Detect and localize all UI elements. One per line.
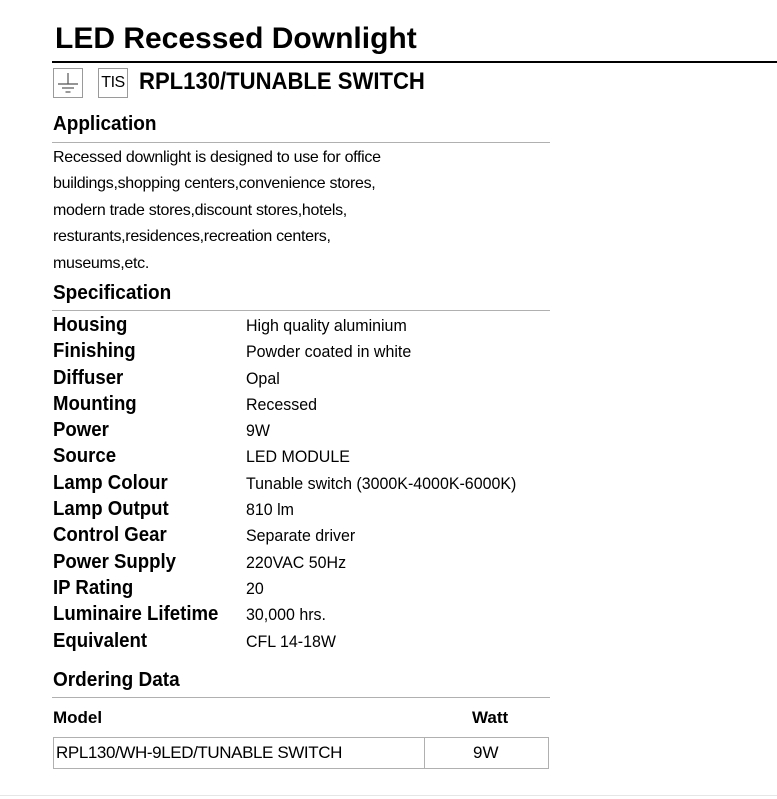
application-line: Recessed downlight is designed to use for office: [53, 149, 381, 166]
spec-row-mounting: [53, 392, 573, 418]
spec-row-control-gear: [53, 523, 573, 549]
spec-row-diffuser: [53, 366, 573, 392]
spec-value: 810 lm: [246, 500, 294, 520]
ground-symbol-icon: [56, 71, 80, 95]
spec-row-power: [53, 418, 573, 444]
spec-label: Source: [53, 445, 117, 468]
specification-heading: Specification: [53, 282, 172, 304]
application-divider: [52, 142, 550, 143]
model-title: RPL130/TUNABLE SWITCH: [139, 68, 425, 95]
spec-label: Power Supply: [53, 550, 176, 573]
spec-value: 220VAC 50Hz: [246, 552, 347, 572]
title-divider: [52, 61, 777, 63]
spec-value: LED MODULE: [246, 447, 350, 467]
application-heading: Application: [53, 113, 157, 135]
specification-divider: [52, 310, 550, 311]
spec-value: Tunable switch (3000K-4000K-6000K): [246, 473, 517, 493]
spec-value: Opal: [246, 368, 280, 388]
spec-label: IP Rating: [53, 576, 134, 599]
ordering-table-header: [53, 707, 550, 729]
spec-value: 20: [246, 578, 264, 598]
spec-label: Power: [53, 419, 109, 442]
spec-row-housing: [53, 313, 573, 339]
spec-label: Equivalent: [53, 629, 148, 652]
spec-value: CFL 14-18W: [246, 631, 336, 651]
spec-value: Recessed: [246, 394, 318, 414]
spec-row-luminaire-lifetime: [53, 602, 573, 628]
spec-label: Housing: [53, 314, 128, 336]
page-title: LED Recessed Downlight: [55, 22, 417, 55]
application-line: buildings,shopping centers,convenience stores,: [53, 175, 376, 193]
watt-cell: 9W: [473, 743, 499, 762]
spec-value: High quality aluminium: [246, 316, 407, 335]
watt-column-header: Watt: [472, 708, 509, 727]
model-cell: RPL130/WH-9LED/TUNABLE SWITCH: [54, 738, 425, 768]
spec-value: 30,000 hrs.: [246, 605, 326, 625]
ordering-heading: Ordering Data: [53, 669, 180, 691]
spec-row-finishing: [53, 339, 573, 365]
application-line: museums,etc.: [53, 254, 149, 272]
spec-label: Luminaire Lifetime: [53, 603, 219, 626]
spec-label: Mounting: [53, 392, 137, 415]
bottom-divider: [0, 795, 777, 796]
spec-row-lamp-colour: [53, 471, 573, 497]
spec-row-equivalent: [53, 629, 573, 655]
spec-row-source: [53, 444, 573, 470]
tis-badge: TIS: [98, 68, 128, 98]
spec-row-power-supply: [53, 550, 573, 576]
spec-row-ip-rating: [53, 576, 573, 602]
spec-row-lamp-output: [53, 497, 573, 523]
model-column-header: Model: [53, 708, 103, 727]
spec-label: Control Gear: [53, 524, 167, 547]
spec-value: 9W: [246, 421, 270, 441]
application-line: resturants,residences,recreation centers,: [53, 228, 331, 246]
application-text: [53, 145, 473, 277]
spec-value: Separate driver: [246, 526, 356, 546]
table-row: [53, 737, 549, 769]
spec-label: Lamp Colour: [53, 471, 168, 494]
ordering-divider: [52, 697, 550, 698]
spec-value: Powder coated in white: [246, 342, 412, 362]
spec-label: Diffuser: [53, 366, 124, 389]
ground-symbol-badge: [53, 68, 83, 98]
spec-label: Finishing: [53, 340, 136, 363]
specification-list: [53, 313, 573, 655]
application-line: modern trade stores,discount stores,hotels,: [53, 201, 347, 219]
spec-label: Lamp Output: [53, 498, 169, 521]
